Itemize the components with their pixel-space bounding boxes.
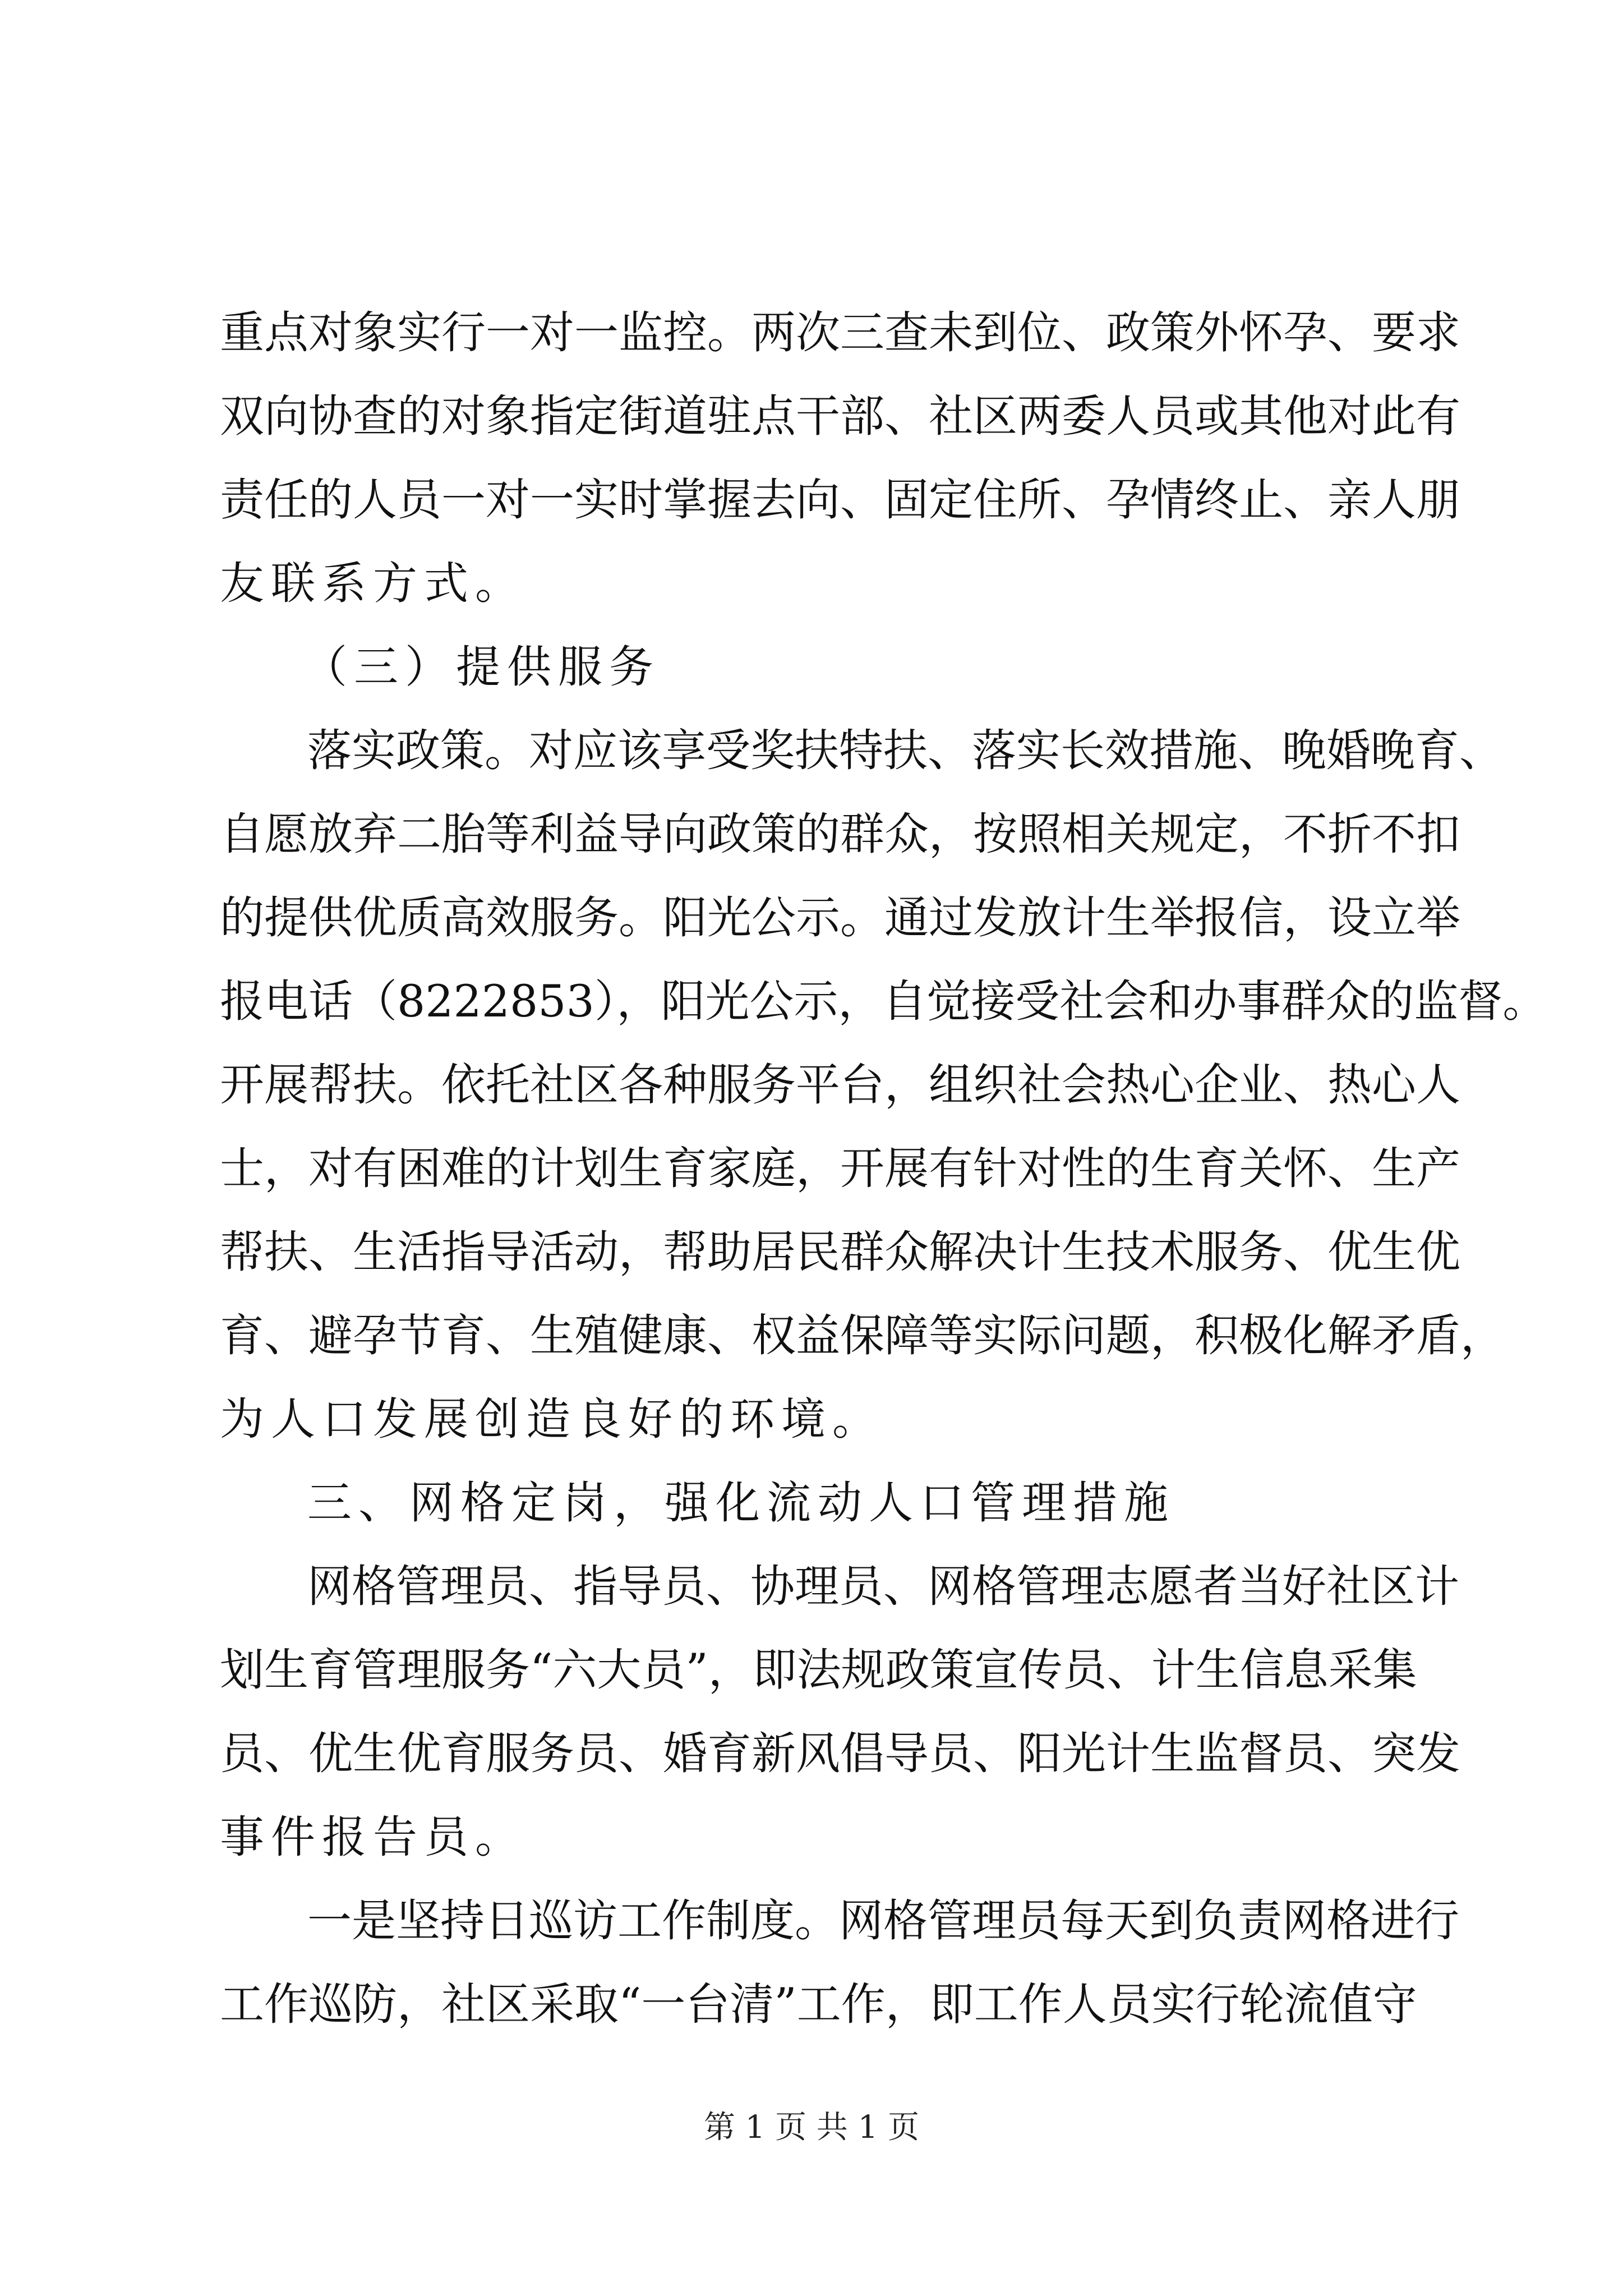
text-line: 事件报告员。 [220, 1811, 526, 1863]
text-line: 为人口发展创造良好的环境。 [220, 1393, 883, 1445]
text-line: 落实政策。对应该享受奖扶特扶、落实长效措施、晚婚晚育、 [307, 725, 1504, 776]
text-line: 士，对有困难的计划生育家庭，开展有针对性的生育关怀、生产 [220, 1143, 1460, 1194]
text-line: 双向协查的对象指定街道驻点干部、社区两委人员或其他对此有 [220, 390, 1460, 442]
text-line: 重点对象实行一对一监控。两次三查未到位、政策外怀孕、要求 [220, 307, 1460, 358]
text-line: 员、优生优育服务员、婚育新风倡导员、阳光计生监督员、突发 [220, 1728, 1460, 1779]
text-line: 友联系方式。 [220, 558, 526, 609]
text-line: 工作巡防，社区采取“一台清”工作，即工作人员实行轮流值守 [220, 1978, 1417, 2030]
section-heading: 三、网格定岗，强化流动人口管理措施 [307, 1477, 1175, 1529]
section-heading: （三）提供服务 [303, 641, 660, 693]
text-line: 育、避孕节育、生殖健康、权益保障等实际问题，积极化解矛盾， [220, 1310, 1505, 1361]
page-footer: 第 1 页 共 1 页 [703, 2109, 920, 2146]
text-line: 自愿放弃二胎等利益导向政策的群众，按照相关规定，不折不扣 [220, 808, 1460, 860]
text-line: 帮扶、生活指导活动，帮助居民群众解决计生技术服务、优生优 [220, 1226, 1460, 1278]
text-line: 的提供优质高效服务。阳光公示。通过发放计生举报信，设立举 [220, 892, 1460, 944]
text-line: 开展帮扶。依托社区各种服务平台，组织社会热心企业、热心人 [220, 1059, 1460, 1111]
text-line: 报电话（8222853），阳光公示，自觉接受社会和办事群众的监督。 [220, 976, 1547, 1027]
text-line: 一是坚持日巡访工作制度。网格管理员每天到负责网格进行 [307, 1895, 1459, 1947]
text-line: 责任的人员一对一实时掌握去向、固定住所、孕情终止、亲人朋 [220, 474, 1460, 526]
text-line: 网格管理员、指导员、协理员、网格管理志愿者当好社区计 [307, 1561, 1459, 1612]
text-line: 划生育管理服务“六大员”，即法规政策宣传员、计生信息采集 [220, 1644, 1417, 1696]
